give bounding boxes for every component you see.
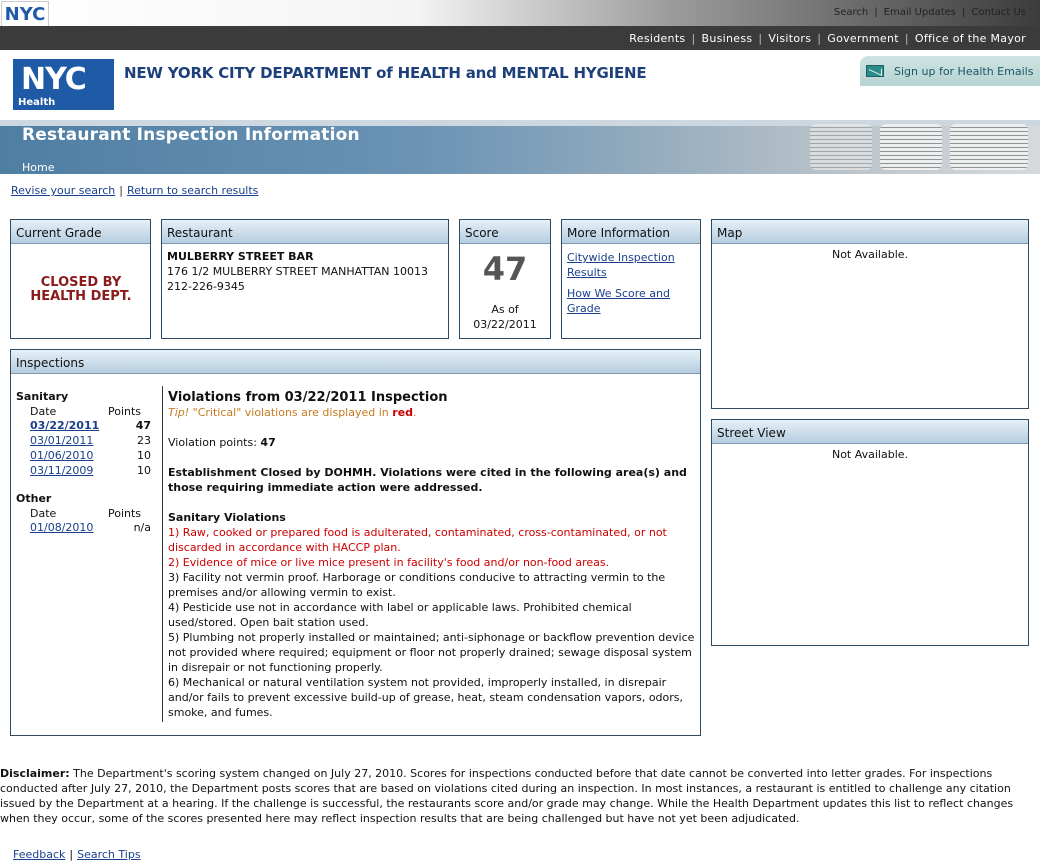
health-logo-sub: Health bbox=[18, 97, 56, 108]
logo-nyc-text: NYC bbox=[4, 4, 46, 25]
street-view-not-available: Not Available. bbox=[831, 448, 909, 461]
nav-business[interactable]: Business bbox=[701, 32, 753, 45]
sanitary-violations-header: Sanitary Violations bbox=[168, 511, 286, 524]
breadcrumb-home[interactable]: Home bbox=[22, 161, 55, 174]
separator: | bbox=[962, 7, 966, 18]
main-nav bbox=[0, 26, 1040, 50]
envelope-icon bbox=[866, 65, 884, 77]
panel-header: Restaurant bbox=[162, 220, 448, 244]
separator: | bbox=[758, 32, 763, 45]
points-column-header: Points bbox=[108, 405, 142, 418]
nav-government[interactable]: Government bbox=[827, 32, 899, 45]
tip-prefix: Tip! bbox=[168, 406, 190, 419]
score-value: 47 bbox=[482, 250, 528, 288]
plate-stack bbox=[880, 124, 942, 170]
more-information-panel bbox=[561, 219, 701, 339]
feedback-link[interactable]: Feedback bbox=[13, 848, 66, 861]
inspection-date-link[interactable]: 01/08/2010 bbox=[30, 521, 94, 534]
grade-line-2: HEALTH DEPT. bbox=[30, 289, 132, 304]
points-value: 47 bbox=[260, 436, 276, 449]
inspection-history bbox=[16, 390, 162, 535]
inspection-date-link[interactable]: 03/01/2011 bbox=[30, 434, 94, 447]
page-banner bbox=[0, 120, 1040, 174]
separator: | bbox=[69, 848, 74, 861]
tip-text: "Critical" violations are displayed in bbox=[189, 406, 393, 419]
as-of-date: 03/22/2011 bbox=[473, 318, 537, 331]
page-header bbox=[0, 50, 1040, 120]
panel-header: Street View bbox=[712, 420, 1028, 444]
sanitary-column-headers bbox=[16, 405, 162, 418]
disclaimer-text: The Department's scoring system changed on July 27, 2010. Scores for inspections conducted before that date cannot be converted into letter grades. For inspections conducted after July 27, 2010, the Department posts scores that are based on violations cited during an inspection. In most instances, a restaurant is entitled to challenge any citation issued by the Department at a hearing. If the challenge is successful, the restaurants score and/or grade may change. While the Health Department updates this list to reflect changes when they occur, some of the scores presented here may reflect inspection results that are being challenged but have not yet been adjudicated. bbox=[0, 767, 1014, 825]
nav-visitors[interactable]: Visitors bbox=[768, 32, 812, 45]
inspection-points: 47 bbox=[135, 419, 151, 432]
disclaimer-label: Disclaimer: bbox=[0, 767, 70, 780]
inspection-row bbox=[16, 433, 162, 448]
grade-line-1: CLOSED BY bbox=[40, 275, 122, 290]
top-utility-bar bbox=[0, 0, 1040, 26]
inspection-date-link[interactable]: 01/06/2010 bbox=[30, 449, 94, 462]
restaurant-panel bbox=[161, 219, 449, 339]
nav-office-of-the-mayor[interactable]: Office of the Mayor bbox=[914, 32, 1026, 45]
score-panel bbox=[459, 219, 551, 339]
disclaimer bbox=[0, 766, 1030, 826]
sanitary-label: Sanitary bbox=[16, 390, 69, 403]
tip-end: . bbox=[413, 406, 417, 419]
panel-header: More Information bbox=[562, 220, 700, 244]
inspections-panel bbox=[10, 349, 701, 736]
separator: | bbox=[691, 32, 696, 45]
banner-photo bbox=[800, 120, 1040, 174]
restaurant-address: 176 1/2 MULBERRY STREET MANHATTAN 10013 bbox=[167, 265, 428, 278]
map-not-available: Not Available. bbox=[831, 248, 909, 261]
map-panel bbox=[711, 219, 1029, 409]
closed-by-health-dept-stamp bbox=[11, 276, 151, 304]
violation-item: 4) Pesticide use not in accordance with label or applicable laws. Prohibited chemical used/stored. Open bait station used. bbox=[168, 601, 632, 629]
violation-item: 6) Mechanical or natural ventilation system not provided, improperly installed, in disrepair and/or fails to prevent excessive build-up of grease, heat, steam condensation vapors, odors, smoke, and fumes. bbox=[168, 676, 684, 719]
violation-item: 5) Plumbing not properly installed or maintained; anti-siphonage or backflow prevention device not provided where required; equipment or floor not properly drained; sewage disposal system in disrepair or not functioning properly. bbox=[168, 631, 695, 674]
nav-residents[interactable]: Residents bbox=[629, 32, 686, 45]
plate-stack bbox=[810, 124, 872, 170]
violations-title: Violations from 03/22/2011 Inspection bbox=[168, 390, 448, 405]
utility-links bbox=[834, 7, 1026, 18]
critical-tip bbox=[168, 405, 698, 420]
email-updates-link[interactable]: Email Updates bbox=[883, 7, 956, 18]
violation-item-critical: 1) Raw, cooked or prepared food is adulterated, contaminated, cross-contaminated, or not discarded in accordance with HACCP plan. bbox=[168, 526, 667, 554]
violation-points bbox=[168, 435, 698, 450]
violation-item-critical: 2) Evidence of mice or live mice present in facility's food and/or non-food areas. bbox=[168, 556, 610, 569]
search-links bbox=[11, 184, 258, 197]
signup-label: Sign up for Health Emails bbox=[894, 65, 1034, 78]
return-results-link[interactable]: Return to search results bbox=[126, 184, 259, 197]
plate-stack bbox=[950, 124, 1028, 170]
closure-notice: Establishment Closed by DOHMH. Violations were cited in the following area(s) and those requiring immediate action were addressed. bbox=[168, 466, 687, 494]
inspection-points: 23 bbox=[137, 434, 151, 447]
panel-header: Map bbox=[712, 220, 1028, 244]
inspection-date-link[interactable]: 03/22/2011 bbox=[30, 419, 100, 432]
points-column-header: Points bbox=[108, 507, 142, 520]
separator: | bbox=[119, 184, 123, 197]
date-column-header: Date bbox=[30, 405, 57, 418]
inspection-row bbox=[16, 448, 162, 463]
contact-us-link[interactable]: Contact Us bbox=[971, 7, 1026, 18]
column-divider bbox=[162, 386, 163, 722]
other-column-headers bbox=[16, 507, 162, 520]
inspection-row bbox=[16, 418, 162, 433]
street-view-panel bbox=[711, 419, 1029, 646]
health-logo-nyc: NYC bbox=[21, 62, 86, 97]
inspection-points: 10 bbox=[137, 464, 151, 477]
date-column-header: Date bbox=[30, 507, 57, 520]
footer-links bbox=[13, 848, 141, 861]
inspection-row bbox=[16, 463, 162, 478]
search-link[interactable]: Search bbox=[833, 7, 869, 18]
violation-item: 3) Facility not vermin proof. Harborage or conditions conducive to attracting vermin to the premises and/or allowing vermin to exist. bbox=[168, 571, 666, 599]
revise-search-link[interactable]: Revise your search bbox=[11, 184, 116, 197]
panel-header: Inspections bbox=[11, 350, 700, 374]
other-label: Other bbox=[16, 492, 52, 505]
inspection-row bbox=[16, 520, 162, 535]
inspection-points: n/a bbox=[133, 521, 151, 534]
restaurant-phone: 212-226-9345 bbox=[167, 280, 245, 293]
separator: | bbox=[904, 32, 909, 45]
page-title: Restaurant Inspection Information bbox=[22, 125, 360, 145]
tip-red-word: red bbox=[392, 406, 414, 419]
inspection-date-link[interactable]: 03/11/2009 bbox=[30, 464, 94, 477]
signup-health-emails-button[interactable] bbox=[860, 56, 1040, 86]
score-as-of bbox=[460, 302, 550, 332]
current-grade-panel bbox=[10, 219, 151, 339]
inspection-points: 10 bbox=[137, 449, 151, 462]
separator: | bbox=[874, 7, 878, 18]
how-we-score-link[interactable]: How We Score and Grade bbox=[567, 287, 670, 315]
restaurant-name: MULBERRY STREET BAR bbox=[167, 250, 314, 263]
panel-header: Score bbox=[460, 220, 550, 244]
citywide-results-link[interactable]: Citywide Inspection Results bbox=[567, 251, 675, 279]
violation-details bbox=[168, 390, 698, 720]
separator: | bbox=[817, 32, 822, 45]
search-tips-link[interactable]: Search Tips bbox=[77, 848, 141, 861]
nyc-health-logo[interactable] bbox=[13, 59, 114, 110]
points-label: Violation points: bbox=[168, 436, 261, 449]
panel-header: Current Grade bbox=[11, 220, 150, 244]
as-of-label: As of bbox=[491, 303, 519, 316]
department-title: NEW YORK CITY DEPARTMENT of HEALTH and MENTAL HYGIENE bbox=[124, 64, 647, 82]
